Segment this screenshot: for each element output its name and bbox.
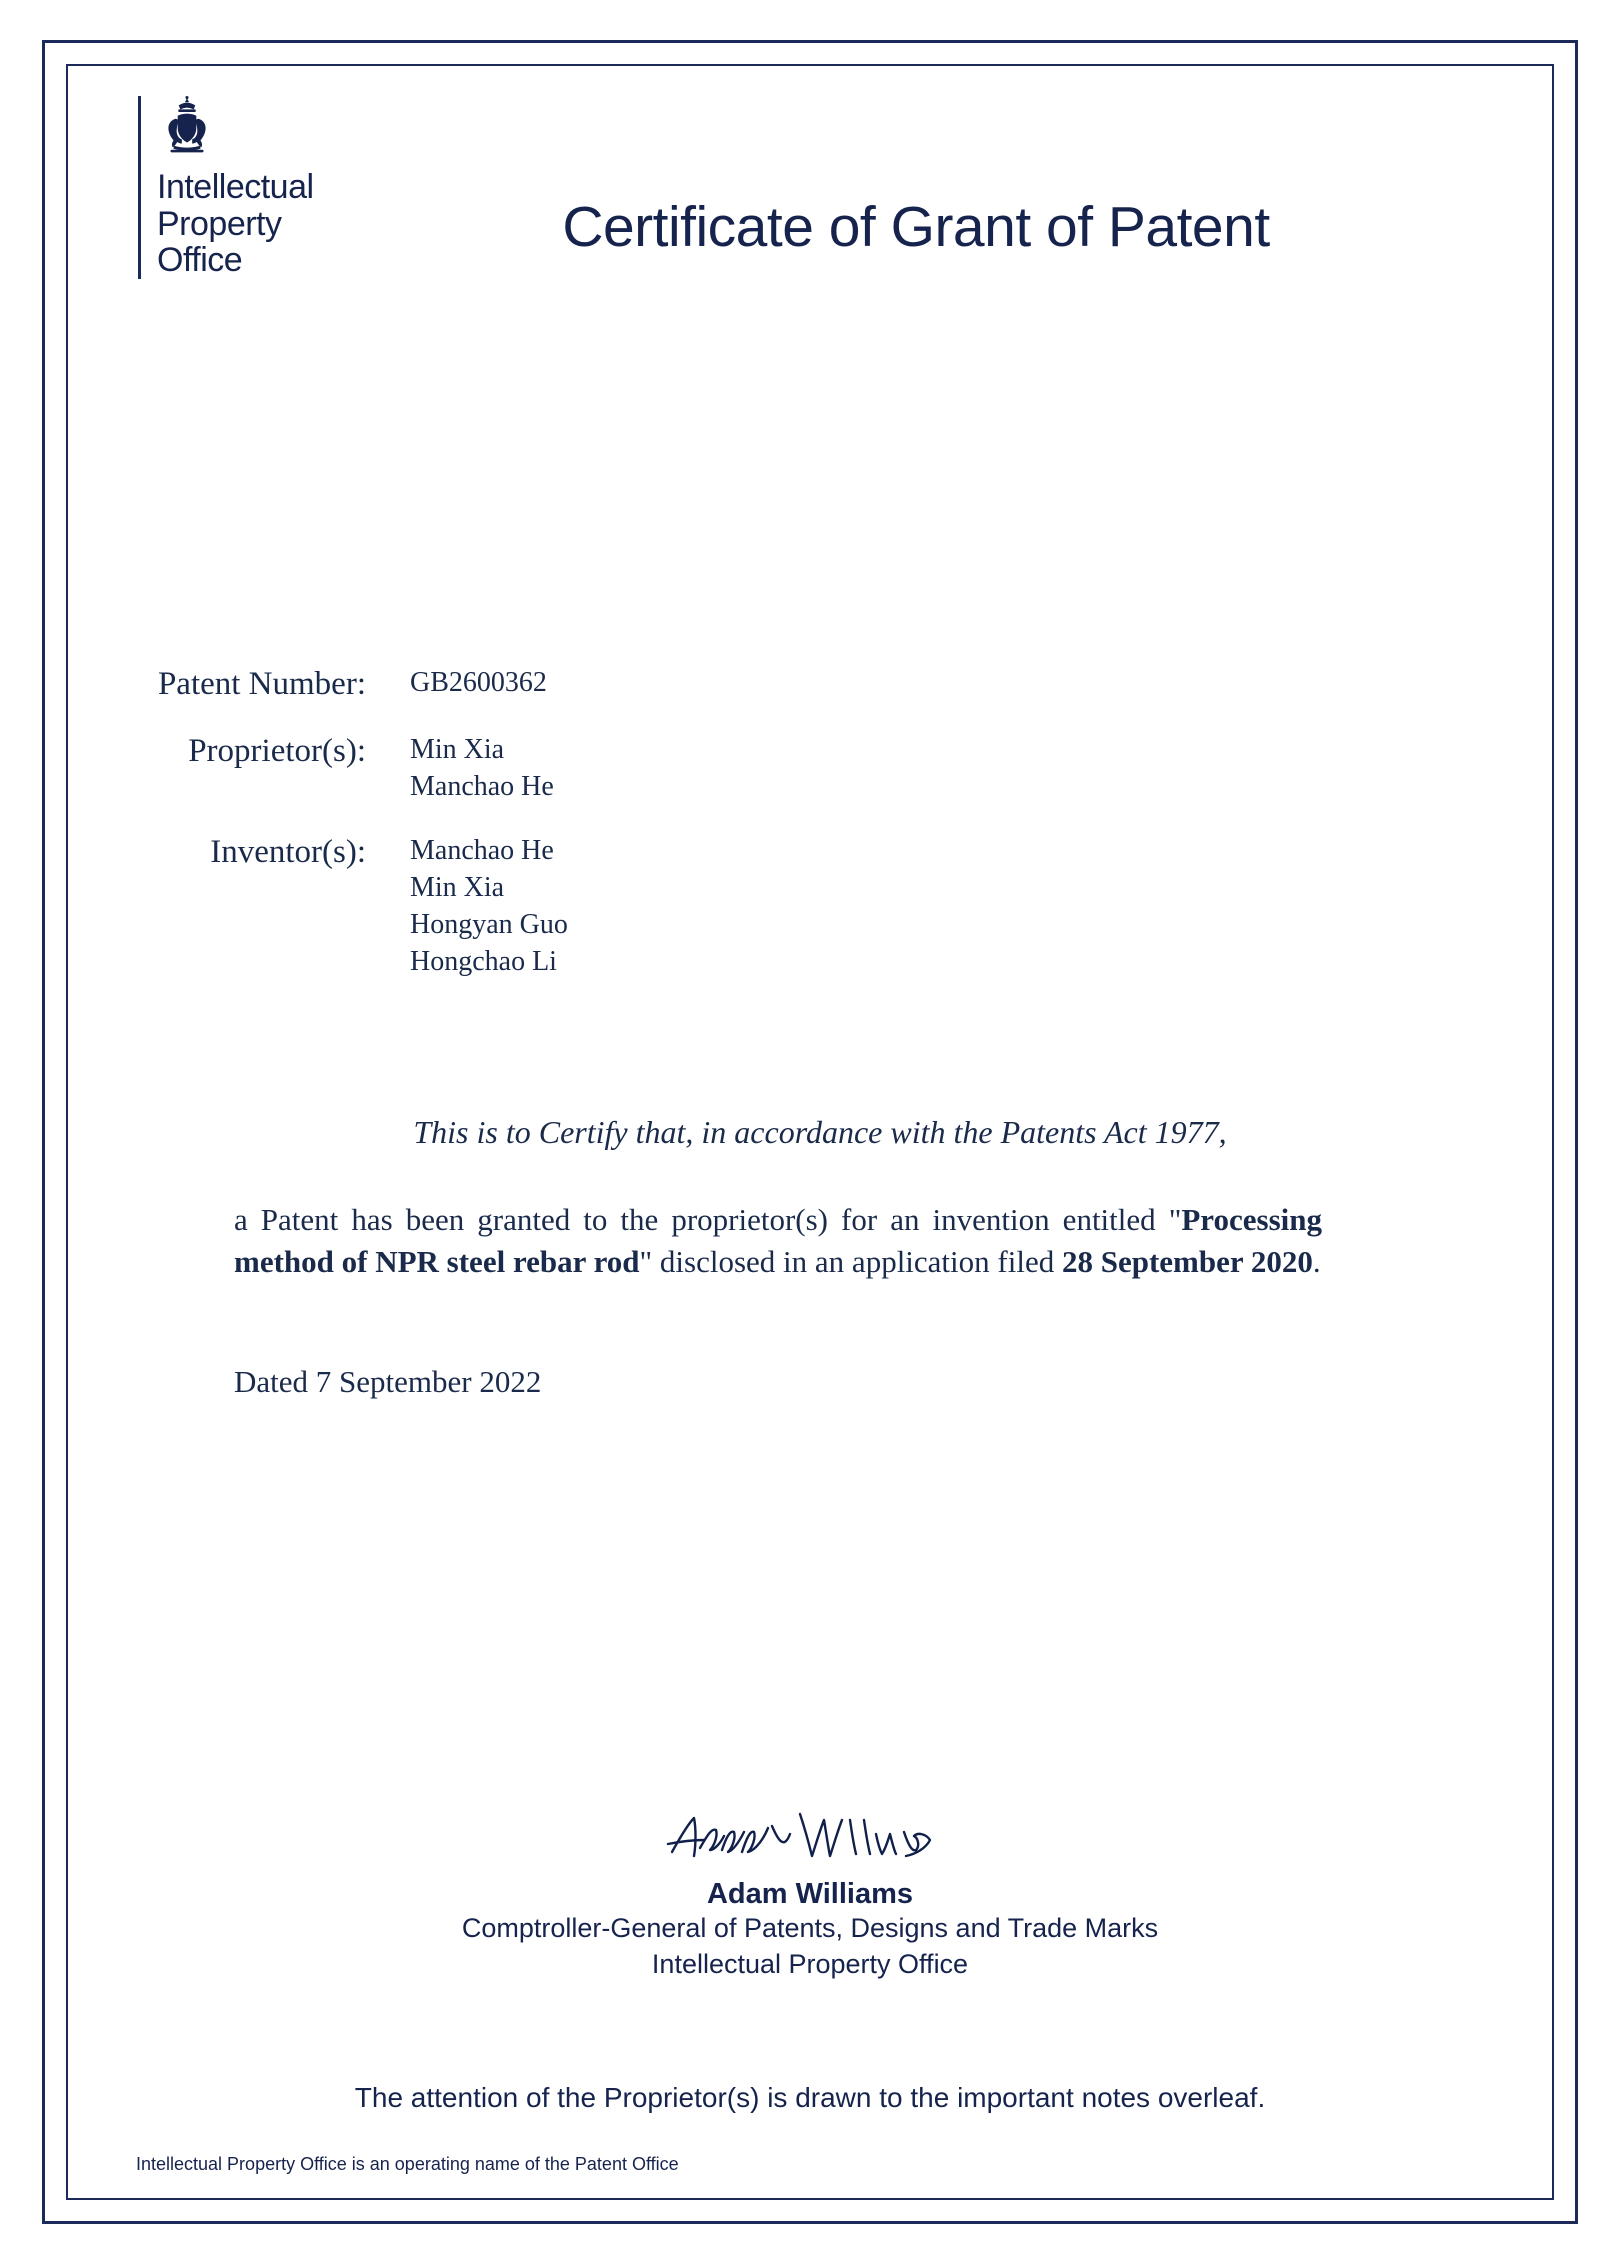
attention-notice: The attention of the Proprietor(s) is drawn to the important notes overleaf. <box>354 2082 1266 2113</box>
patent-number-text: GB2600362 <box>410 667 547 698</box>
certificate-header <box>66 64 1554 334</box>
grant-paragraph-start: a Patent has been granted to the proprietor(s) for an invention entitled " <box>234 1202 1182 1237</box>
inventor-label: Inventor(s): <box>210 833 366 870</box>
certify-statement: This is to Certify that, in accordance with the Patents Act 1977, <box>413 1114 1227 1150</box>
ipo-logo-line-1: Intellectual <box>157 168 314 206</box>
certificate-content <box>66 64 1554 2200</box>
page-title: Certificate of Grant of Patent <box>562 195 1270 259</box>
patent-number-value <box>410 664 547 705</box>
patent-details <box>66 664 1554 1007</box>
ipo-logo <box>138 96 388 279</box>
proprietor-name: Manchao He <box>410 771 554 803</box>
footnote-text: Intellectual Property Office is an operating name of the Patent Office <box>136 2154 679 2174</box>
patent-number-row <box>66 664 1554 705</box>
proprietor-label: Proprietor(s): <box>188 733 366 770</box>
grant-paragraph-middle: " disclosed in an application filed <box>639 1244 1062 1280</box>
proprietor-values <box>410 731 554 805</box>
dated-line: Dated 7 September 2022 <box>234 1364 542 1399</box>
handwritten-signature-icon <box>660 1804 960 1874</box>
invention-title: Processing method of NPR steel rebar rod <box>234 1202 1322 1280</box>
inventor-values <box>410 832 568 981</box>
ipo-logo-line-2: Property <box>157 204 282 243</box>
signatory-name: Adam Williams <box>706 1878 914 1910</box>
patent-number-label: Patent Number: <box>157 666 366 702</box>
proprietor-name: Min Xia <box>410 734 505 766</box>
inventor-row <box>66 832 1554 981</box>
signatory-office: Intellectual Property Office <box>651 1948 969 1979</box>
inventor-name: Manchao He <box>410 834 554 866</box>
royal-crest-icon <box>159 96 215 158</box>
proprietor-row <box>66 731 1554 805</box>
ipo-logo-line-3: Office <box>157 241 243 280</box>
grant-paragraph <box>234 1199 1322 1283</box>
signature-block <box>66 1804 1554 1983</box>
inventor-name: Min Xia <box>410 871 505 903</box>
inventor-name: Hongyan Guo <box>410 909 568 941</box>
signatory-role: Comptroller-General of Patents, Designs and Trade Marks <box>461 1913 1159 1943</box>
filing-date: 28 September 2020 <box>1061 1244 1313 1280</box>
grant-paragraph-end: . <box>1312 1244 1321 1280</box>
inventor-name: Hongchao Li <box>410 946 557 978</box>
